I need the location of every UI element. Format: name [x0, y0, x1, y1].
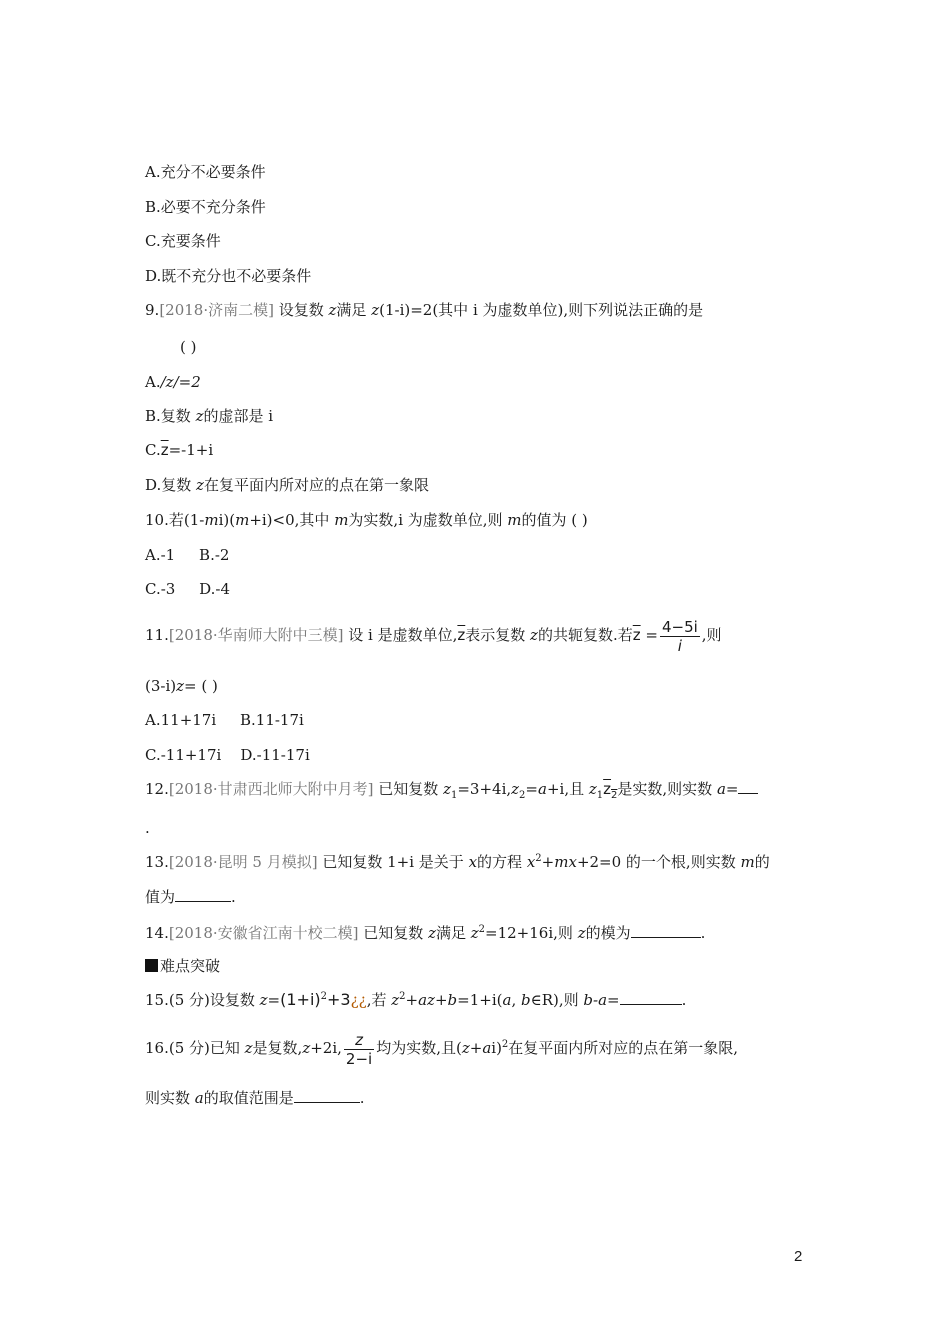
q16-line2-pre: 则实数: [145, 1089, 195, 1107]
q13-text-c: +: [541, 853, 555, 871]
q16-var-a: a: [482, 1039, 492, 1057]
q15-text-f: ∈R),则: [530, 991, 584, 1009]
q13-text-a: 已知复数 1+i 是关于: [317, 853, 469, 871]
q12-var-a: a: [538, 780, 547, 798]
q9-option-d: [145, 475, 429, 495]
q14-source: [2018·安徽省江南十校二模]: [168, 924, 359, 942]
q14-stem: [145, 923, 705, 943]
q16-sup: 2: [501, 1039, 509, 1050]
q12-var-z2bar: z: [603, 780, 612, 798]
q9-d-text: 在复平面内所对应的点在第一象限: [203, 476, 429, 494]
q13-end: .: [231, 888, 236, 906]
q10-var-m3: m: [334, 511, 349, 529]
q11-eq: =: [640, 626, 658, 644]
q15-text-pre: 15.(5 分)设复数: [145, 991, 260, 1009]
q8-option-a: A.充分不必要条件: [145, 163, 266, 181]
q15-var-z2: z: [391, 991, 400, 1009]
q14-end: .: [700, 924, 706, 942]
q9-d-var-z: z: [196, 476, 204, 494]
q11-text-a: 设 i 是虚数单位,: [343, 626, 458, 644]
q14-answer-blank[interactable]: [631, 923, 701, 938]
q15-text-d: =1+i(: [457, 991, 503, 1009]
q13-answer-blank[interactable]: [175, 887, 231, 902]
q13-number: 13.: [145, 853, 169, 871]
q11-text-c: 的共轭复数.若: [537, 626, 633, 644]
section-heading: [145, 956, 220, 976]
q12-stem: [145, 779, 758, 799]
q12-source: [2018·甘肃西北师大附中月考]: [168, 780, 374, 798]
q16-fraction: [344, 1031, 374, 1068]
q16-var-z2: z: [302, 1039, 311, 1057]
q16-text-e: i): [491, 1039, 502, 1057]
q9-c-text: =-1+i: [168, 441, 214, 459]
q16-stem: [145, 1026, 738, 1070]
square-bullet-icon: [145, 959, 158, 972]
q10-options-ab: A.-1 B.-2: [145, 546, 230, 564]
q12-text-b: 是实数,则实数: [617, 780, 717, 798]
q10-text-mid3: 为实数,i 为虚数单位,则: [348, 511, 508, 529]
q11-stem-line2: [145, 676, 218, 696]
q12-var-z1: z: [443, 780, 451, 798]
q9-var-z2: z: [371, 301, 380, 319]
q15-text-a: ,若: [366, 991, 392, 1009]
q12-sub-1: 1: [450, 790, 458, 801]
q13-var-x: x: [468, 853, 478, 871]
q11-zbar2: $\overline{z}$: [632, 626, 641, 644]
q14-text-c: =12+16i,则: [485, 924, 578, 942]
q15-garbled-chars: ¿¿: [350, 991, 367, 1009]
q12-eq-final: =: [725, 780, 739, 798]
q16-text-b: +2i,: [310, 1039, 342, 1057]
q13-stem: [145, 852, 770, 872]
q11-options-cd: C.-11+17i D.-11-17i: [145, 746, 310, 764]
q16-text-pre: 16.(5 分)已知: [145, 1039, 245, 1057]
q11-frac-den: i: [677, 636, 682, 655]
q11-number: 11.: [145, 626, 169, 644]
q9-text-b: 满足: [336, 301, 372, 319]
q9-option-a: [145, 372, 201, 392]
q15-var-z: z: [259, 991, 268, 1009]
q12-answer-blank[interactable]: [738, 779, 758, 794]
q16-line2-post: 的取值范围是: [203, 1089, 294, 1107]
q12-var-z1b: z: [588, 780, 597, 798]
q15-expr2: +3: [327, 990, 351, 1009]
q11-zbar: $\overline{z}$: [457, 626, 466, 644]
q13-source: [2018·昆明 5 月模拟]: [168, 853, 318, 871]
q9-text-a: 设复数: [273, 301, 329, 319]
q9-c-prefix: C.: [145, 441, 161, 459]
q10-options-cd: C.-3 D.-4: [145, 580, 231, 598]
q16-frac-num: z: [344, 1031, 374, 1050]
q9-var-z: z: [328, 301, 337, 319]
q12-continuation: .: [145, 819, 150, 837]
q15-answer-blank[interactable]: [620, 990, 682, 1005]
q16-text-f: 在复平面内所对应的点在第一象限,: [508, 1039, 739, 1057]
q16-end: .: [359, 1089, 365, 1107]
q9-number: 9.: [145, 301, 160, 319]
q10-text-pre: 10.若(1-: [145, 511, 205, 529]
q14-text-b: 满足: [435, 924, 471, 942]
q14-sup: 2: [478, 924, 486, 935]
q16-text-a: 是复数,: [252, 1039, 303, 1057]
q12-text-a: 已知复数: [373, 780, 444, 798]
q13-var-mx: mx: [554, 853, 577, 871]
q16-var-z3: z: [461, 1039, 470, 1057]
q10-stem: [145, 510, 588, 530]
q10-text-mid2: +i)<0,其中: [249, 511, 335, 529]
q12-var-z2: z: [511, 780, 520, 798]
section-title: 难点突破: [160, 957, 221, 975]
q14-text-d: 的模为: [585, 924, 631, 942]
q12-sub-2b: 2: [611, 790, 618, 801]
q12-sub-2: 2: [519, 790, 526, 801]
q13-var-x2: x: [526, 853, 536, 871]
q15-var-a: a: [502, 991, 512, 1009]
q8-option-c: C.充要条件: [145, 232, 221, 250]
q13-text-d: +2=0 的一个根,则实数: [576, 853, 741, 871]
q15-text-c: +: [434, 991, 448, 1009]
q12-eq-3: +i,且: [546, 780, 589, 798]
q12-var-a2: a: [716, 780, 726, 798]
q14-var-z3: z: [577, 924, 586, 942]
q15-eq: =: [267, 991, 281, 1009]
q15-stem: [145, 990, 686, 1010]
q13-line2-text: 值为: [145, 888, 176, 906]
q15-end: .: [681, 991, 687, 1009]
q16-var-z: z: [244, 1039, 253, 1057]
q16-text-d: +: [469, 1039, 483, 1057]
q11-source: [2018·华南师大附中三模]: [168, 626, 344, 644]
q9-source: [2018·济南二模]: [159, 301, 274, 319]
q14-var-z2: z: [470, 924, 479, 942]
q11-line2-post: = ( ): [184, 677, 218, 695]
q9-option-c: [145, 440, 213, 460]
q11-text-b: 表示复数: [465, 626, 531, 644]
q9-answer-paren: ( ): [180, 338, 197, 356]
q11-line2-var-z: z: [176, 677, 185, 695]
q15-sup2: 2: [399, 991, 406, 1002]
q15-var-bma: b-a: [583, 991, 608, 1009]
q9-d-prefix: D.复数: [145, 476, 197, 494]
q11-frac-num: 4−5i: [661, 617, 698, 636]
q13-text-b: 的方程: [477, 853, 527, 871]
q9-b-text: 的虚部是 i: [203, 407, 274, 425]
q15-var-b2: b: [521, 991, 531, 1009]
q16-var-a2: a: [194, 1089, 204, 1107]
q10-var-m1: m: [204, 511, 219, 529]
q9-option-b: [145, 406, 273, 426]
q12-number: 12.: [145, 780, 169, 798]
q15-var-az: az: [418, 991, 435, 1009]
q12-eq-2: =: [525, 780, 538, 798]
q9-c-zbar: $\overline{z}$: [160, 441, 169, 459]
q9-a-body: /z/=2: [160, 373, 201, 391]
q12-sub-1b: 1: [596, 790, 604, 801]
q14-number: 14.: [145, 924, 169, 942]
q9-b-var-z: z: [195, 407, 204, 425]
q11-fraction: [660, 618, 700, 655]
q16-answer-blank[interactable]: [294, 1088, 360, 1103]
q11-line2-pre: (3-i): [145, 677, 177, 695]
q10-var-m2: m: [235, 511, 250, 529]
q15-var-b: b: [447, 991, 458, 1009]
q16-text-c: 均为实数,且(: [376, 1039, 462, 1057]
q15-text-b: +: [405, 991, 419, 1009]
q15-text-e: ,: [511, 991, 521, 1009]
q9-text-c: (1-i)=2(其中 i 为虚数单位),则下列说法正确的是: [379, 301, 704, 319]
q12-eq-1: =3+4i,: [457, 780, 512, 798]
q11-options-ab: A.11+17i B.11-17i: [145, 711, 304, 729]
q14-var-z: z: [428, 924, 436, 942]
q16-line2: [145, 1088, 365, 1108]
q16-frac-den: 2−i: [345, 1049, 373, 1068]
q13-line2: [145, 887, 236, 907]
q10-var-m4: m: [507, 511, 522, 529]
q8-option-b: B.必要不充分条件: [145, 198, 266, 216]
q11-text-d: ,则: [701, 626, 722, 644]
page-number: 2: [794, 1248, 803, 1265]
q13-text-e: 的: [754, 853, 770, 871]
q10-text-mid1: i)(: [218, 511, 236, 529]
q8-option-d: D.既不充分也不必要条件: [145, 267, 312, 285]
q15-expr: (1+i): [280, 990, 321, 1009]
q13-sup: 2: [535, 853, 542, 864]
q9-stem: [145, 300, 703, 320]
q11-stem: [145, 614, 722, 656]
q11-var-z: z: [530, 626, 538, 644]
q14-text-a: 已知复数: [358, 924, 429, 942]
q9-b-prefix: B.复数: [145, 407, 196, 425]
q10-text-post: 的值为 ( ): [521, 511, 588, 529]
q9-a-prefix: A.: [145, 373, 161, 391]
q15-sup: 2: [320, 991, 328, 1002]
q15-text-g: =: [607, 991, 620, 1009]
q13-var-m: m: [740, 853, 755, 871]
